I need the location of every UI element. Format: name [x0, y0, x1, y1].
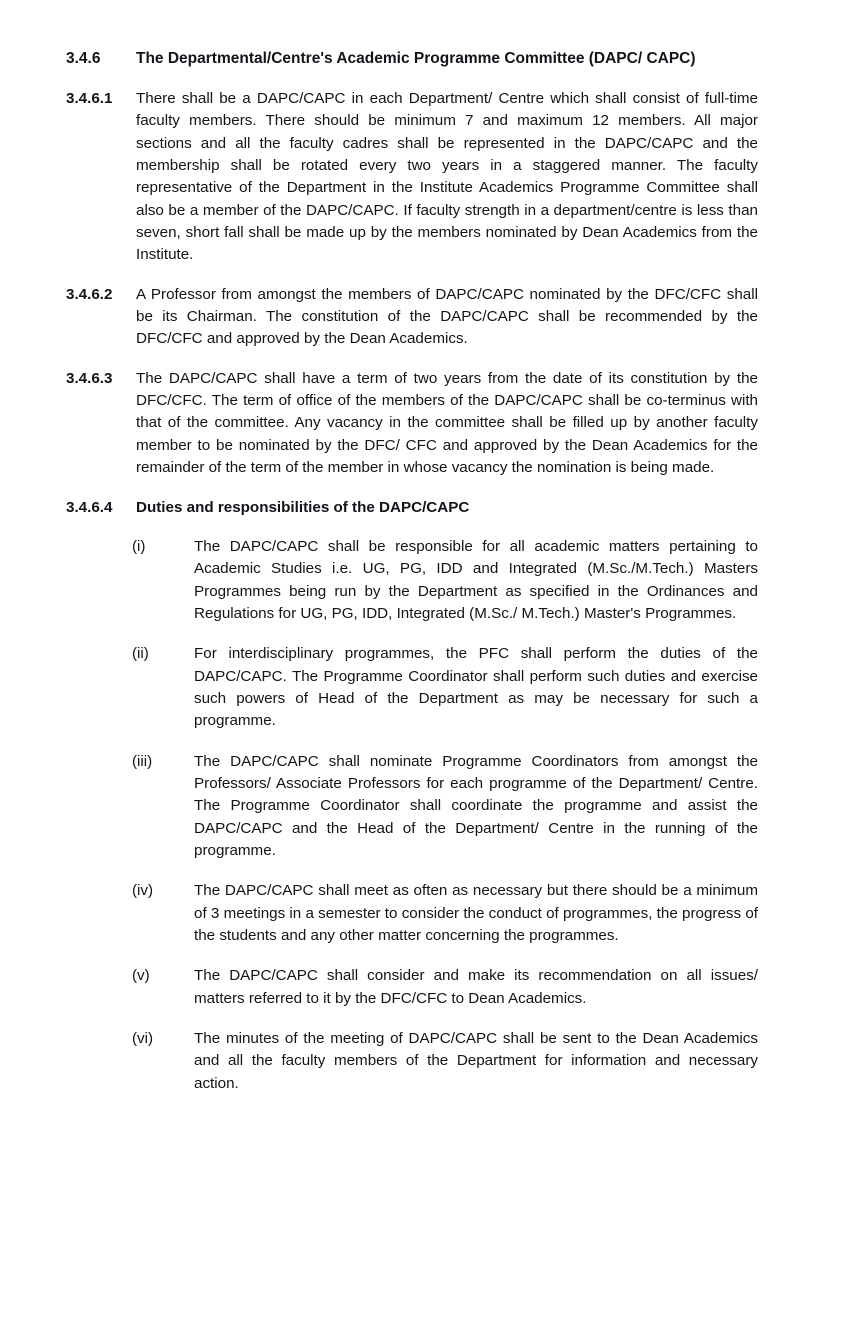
clause-number: 3.4.6.2 — [66, 285, 113, 303]
clause-number: 3.4.6.4 — [66, 498, 113, 516]
list-item-text: The DAPC/CAPC shall be responsible for all academic matters pertaining to Academic Studies i.e. UG, PG, IDD and Integrated (M.Sc./M.Tech.) Masters Programmes being run by the Department as specified in the Ordinances and Regulations for UG, PG, IDD, Integrated (M.Sc./ M.Tech.) Master's Programmes. — [194, 537, 758, 622]
list-item-text: The DAPC/CAPC shall meet as often as necessary but there should be a minimum of 3 meetings in a semester to consider the conduct of programmes, the progress of the students and any other matter concerning the programmes. — [194, 882, 758, 944]
clause-text: There shall be a DAPC/CAPC in each Department/ Centre which shall consist of full-time faculty members. There should be minimum 7 and maximum 12 members. All major sections and all the faculty cadres shall be represented in the DAPC/CAPC and the membership shall be rotated every two years in a staggered manner. The faculty representative of the Department in the Institute Academics Programme Committee shall also be a member of the DAPC/CAPC. If faculty strength in a department/centre is less than seven, short fall shall be made up by the members nominated by Dean Academics from the Institute. — [136, 90, 758, 264]
list-item-label: (iv) — [132, 882, 154, 900]
clause-number: 3.4.6.1 — [66, 90, 113, 107]
clause-text: Duties and responsibilities of the DAPC/CAPC — [136, 498, 470, 516]
section-heading — [66, 48, 758, 70]
list-item — [66, 880, 758, 947]
clause-3-4-6-3 — [66, 368, 758, 480]
clause-3-4-6-1 — [66, 88, 758, 267]
duties-list — [66, 536, 758, 1095]
list-item — [66, 1028, 758, 1095]
clause-text: The DAPC/CAPC shall have a term of two years from the date of its constitution by the DFC/CFC. The term of office of the members of the DAPC/CAPC shall be co-terminus with that of the committee. Any vacancy in the committee shall be filled up by another faculty member to be nominated by the DFC/ CFC and approved by the Dean Academics for the remainder of the term of the member in whose vacancy the nomination is being made. — [136, 369, 758, 477]
list-item — [66, 536, 758, 625]
list-item — [66, 643, 758, 732]
list-item — [66, 965, 758, 1010]
list-item-text: The DAPC/CAPC shall consider and make its recommendation on all issues/ matters referred to it by the DFC/CFC to Dean Academics. — [194, 967, 758, 1007]
clause-3-4-6-2 — [66, 284, 758, 351]
section-number: 3.4.6 — [66, 50, 101, 67]
clause-text: A Professor from amongst the members of DAPC/CAPC nominated by the DFC/CFC shall be its Chairman. The constitution of the DAPC/CAPC shall be recommended by the DFC/CFC and approved by the Dean Academics. — [136, 285, 758, 348]
list-item — [66, 751, 758, 863]
clause-3-4-6-4 — [66, 497, 758, 519]
list-item-text: The minutes of the meeting of DAPC/CAPC shall be sent to the Dean Academics and all the faculty members of the Department for information and necessary action. — [194, 1030, 758, 1092]
list-item-label: (iii) — [132, 752, 153, 770]
list-item-label: (v) — [132, 967, 150, 985]
list-item-label: (vi) — [132, 1030, 154, 1048]
list-item-text: The DAPC/CAPC shall nominate Programme Coordinators from amongst the Professors/ Associate Professors for each programme of the Department/ Centre. The Programme Coordinator shall coordinate the programme and assist the DAPC/CAPC and the Head of the Department/ Centre in the running of the programme. — [194, 752, 758, 859]
section-title: The Departmental/Centre's Academic Programme Committee (DAPC/ CAPC) — [136, 50, 696, 67]
list-item-label: (i) — [132, 537, 146, 555]
list-item-text: For interdisciplinary programmes, the PFC shall perform the duties of the DAPC/CAPC. The Programme Coordinator shall perform such duties and exercise such powers of Head of the Department as may be necessary for such a programme. — [194, 645, 758, 730]
list-item-label: (ii) — [132, 645, 149, 663]
clause-number: 3.4.6.3 — [66, 369, 113, 387]
